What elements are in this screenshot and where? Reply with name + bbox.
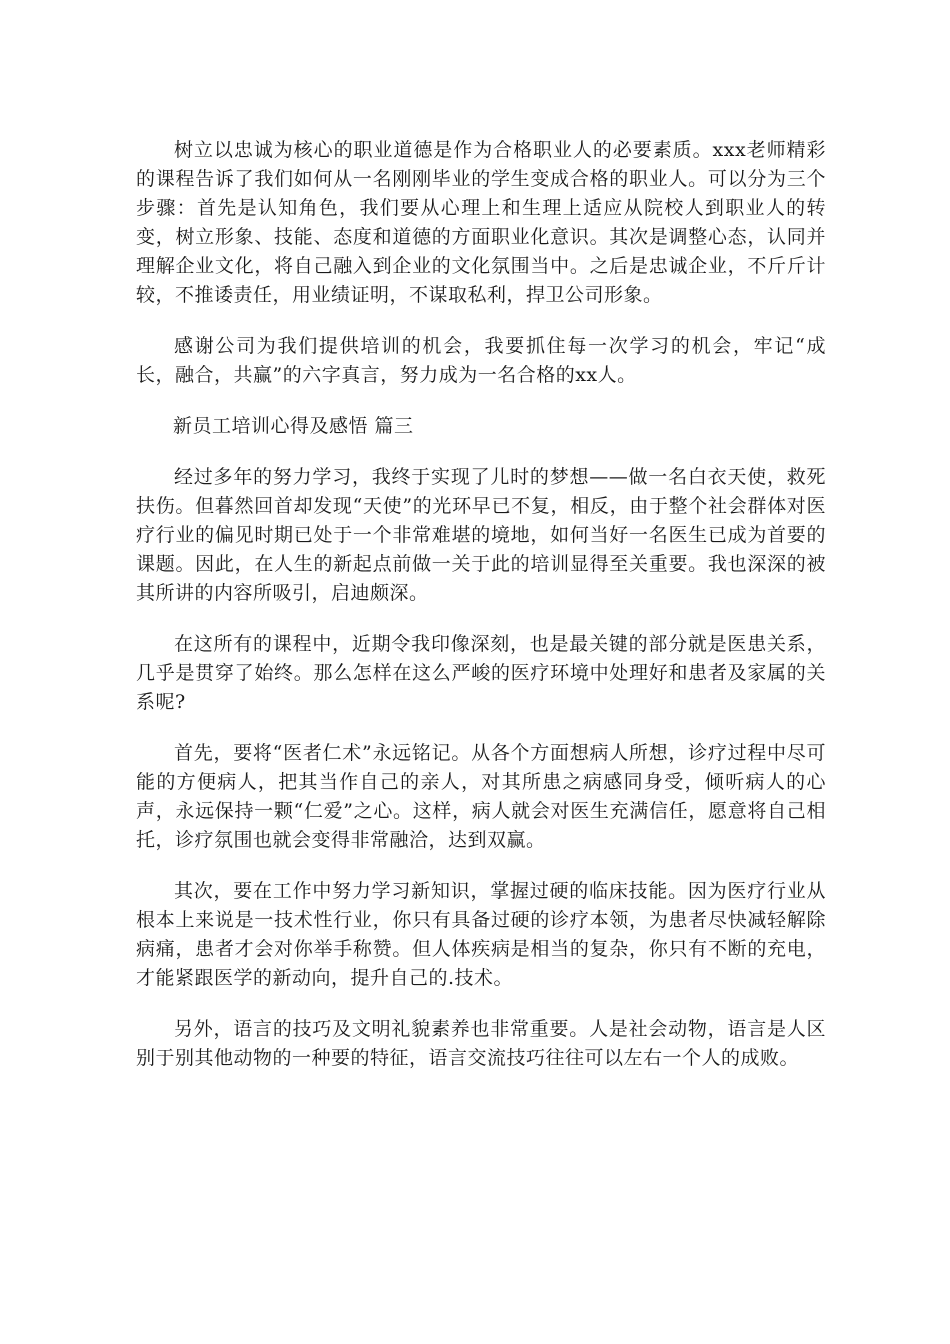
paragraph-dream: 经过多年的努力学习，我终于实现了儿时的梦想——做一名白衣天使，救死扶伤。但暮然回首却发现“天使”的光环早已不复，相反，由于整个社会群体对医疗行业的偏见时期已处于一个非常难堪的境地，如何当好一名医生已成为首要的课题。因此，在人生的新起点前做一关于此的培训显得至关重要。我也深深的被其所讲的内容所吸引，启迪颇深。 bbox=[136, 466, 826, 604]
paragraph-thanks: 感谢公司为我们提供培训的机会，我要抓住每一次学习的机会，牢记“成长，融合，共赢”的六字真言，努力成为一名合格的xx人。 bbox=[136, 335, 826, 386]
paragraph-doctor-patient: 在这所有的课程中，近期令我印像深刻，也是最关键的部分就是医患关系，几乎是贯穿了始终。那么怎样在这么严峻的医疗环境中处理好和患者及家属的关系呢? bbox=[136, 633, 826, 713]
paragraph-additionally: 另外，语言的技巧及文明礼貌素养也非常重要。人是社会动物，语言是人区别于别其他动物的一种要的特征，语言交流技巧往往可以左右一个人的成败。 bbox=[136, 1018, 826, 1069]
paragraph-loyalty: 树立以忠诚为核心的职业道德是作为合格职业人的必要素质。xxx老师精彩的课程告诉了我们如何从一名刚刚毕业的学生变成合格的职业人。可以分为三个步骤：首先是认知角色，我们要从心理上和生理上适应从院校人到职业人的转变，树立形象、技能、态度和道德的方面职业化意识。其次是调整心态，认同并理解企业文化，将自己融入到企业的文化氛围当中。之后是忠诚企业，不斤斤计较，不推诿责任，用业绩证明，不谋取私利，捍卫公司形象。 bbox=[136, 139, 826, 306]
paragraph-first: 首先，要将“医者仁术”永远铭记。从各个方面想病人所想，诊疗过程中尽可能的方便病人，把其当作自己的亲人，对其所患之病感同身受，倾听病人的心声，永远保持一颗“仁爱”之心。这样，病人就会对医生充满信任，愿意将自己相托，诊疗氛围也就会变得非常融洽，达到双赢。 bbox=[136, 742, 826, 851]
document-body bbox=[136, 136, 826, 1095]
section-heading: 新员工培训心得及感悟 篇三 bbox=[173, 415, 414, 437]
paragraph-second: 其次，要在工作中努力学习新知识，掌握过硬的临床技能。因为医疗行业从根本上来说是一技术性行业，你只有具备过硬的诊疗本领，为患者尽快减轻解除病痛，患者才会对你举手称赞。但人体疾病是相当的复杂，你只有不断的充电，才能紧跟医学的新动向，提升自己的.技术。 bbox=[136, 880, 826, 989]
